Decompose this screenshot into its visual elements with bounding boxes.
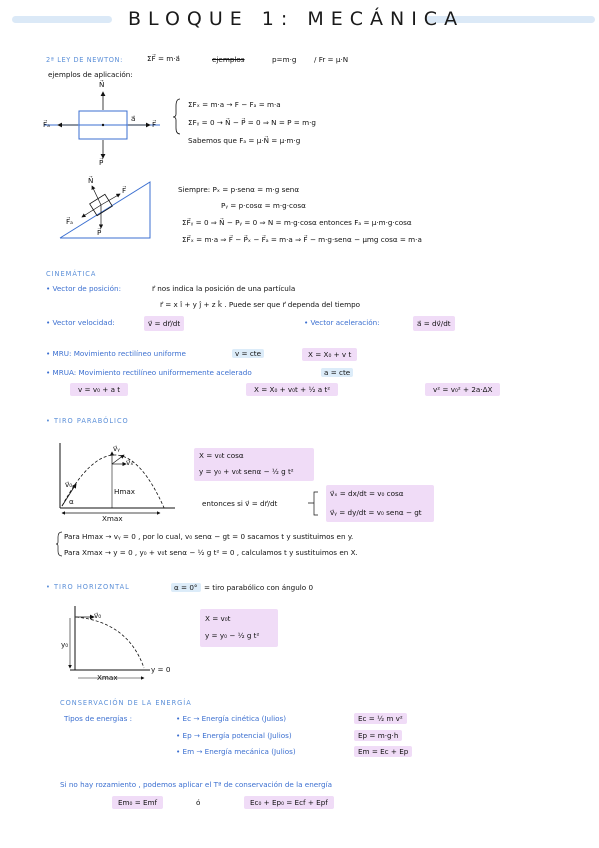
projectile-cond1: Para Hmax → vᵧ = 0 , por lo cual, v₀ senα − gt = 0 sacamos t y sustituimos en y. (64, 532, 354, 541)
incline-label-p: P⃗ (97, 228, 102, 237)
projectile-heading-text: TIRO PARABÓLICO (54, 417, 129, 425)
position-label-text: Vector de posición: (52, 284, 122, 293)
position-label: • Vector de posición: (46, 284, 122, 293)
kinematics-heading: CINEMÁTICA (46, 270, 97, 278)
position-text2: r⃗ = x î + y ĵ + z k̂ . Puede ser que r⃗ dependa del tiempo (160, 300, 361, 309)
conservation-text: Si no hay rozamiento , podemos aplicar el Tª de conservación de la energía (60, 780, 332, 789)
mrua-text: MRUA: Movimiento rectilíneo uniformemente acelerado (52, 368, 252, 377)
acceleration-label: • Vector aceleración: (304, 318, 380, 327)
incline-diagram (60, 182, 150, 238)
label-p: P⃗ (99, 158, 104, 167)
mru-text: MRU: Movimiento rectilíneo uniforme (52, 349, 186, 358)
mru-equation: X = X₀ + v t (302, 348, 357, 361)
horizontal-desc: = tiro parabólico con ángulo 0 (204, 583, 314, 592)
sabemos-line: Sabemos que Fₐ = μ·N⃗ = μ·m·g (188, 136, 301, 145)
proj-label-v0: v⃗₀ (65, 480, 73, 489)
energy-types-label: Tipos de energías : (64, 714, 133, 723)
horizontal-diagram (70, 606, 150, 678)
em-name: Energía mecánica (Julios) (204, 747, 296, 756)
em-symbol: Em (182, 747, 195, 756)
proj-label-xmax: Xmax (102, 514, 123, 523)
system1-line1: ΣFₓ = m·a → F − Fₐ = m·a (188, 100, 281, 109)
projectile-cond2: Para Xmax → y = 0 , y₀ + v₀t senα − ½ g t² = 0 , calculamos t y sustituimos en X. (64, 548, 358, 557)
page-title: BLOQUE 1: MECÁNICA (128, 8, 465, 30)
examples-label: ejemplos (212, 55, 245, 64)
velocity-label-text: Vector velocidad: (52, 318, 115, 327)
horizontal-heading-text: TIRO HORIZONTAL (54, 583, 130, 591)
energy-heading: CONSERVACIÓN DE LA ENERGÍA (60, 699, 192, 707)
velocity-formula: v⃗ = dr⃗/dt (144, 316, 184, 331)
projectile-vy: v⃗ᵧ = dy/dt = v₀ senα − gt (330, 508, 422, 517)
proj-label-alpha: α (69, 497, 74, 506)
ec-name: Energía cinética (Julios) (201, 714, 287, 723)
weight-formula: p=m·g (272, 55, 297, 64)
mrua-equation2: X = X₀ + v₀t + ½ a t² (246, 383, 338, 396)
mrua-equation1: v = v₀ + a t (70, 383, 128, 396)
ep-formula: Ep = m·g·h (354, 730, 402, 741)
horiz-label-yzero: y = 0 (151, 665, 171, 674)
mrua-equation3: v² = v₀² + 2a·ΔX (425, 383, 500, 396)
incline-line1: Siempre: Pₓ = p·senα = m·g senα (178, 185, 300, 194)
system1-line2: ΣFᵧ = 0 → N⃗ − P⃗ = 0 ⇒ N = P = m·g (188, 118, 316, 127)
incline-line4: ΣF⃗ₓ = m·a ⇒ F⃗ − P⃗ₓ − F⃗ₐ = m·a ⇒ F⃗ − m·g·senα − μmg cosα = m·a (182, 235, 422, 244)
energy-row-ec: • Ec → Energía cinética (Julios) (176, 714, 287, 723)
newton-heading: 2ª LEY DE NEWTON: (46, 56, 123, 64)
proj-label-vy: v⃗ᵧ (113, 444, 120, 453)
incline-line2: Pᵧ = p·cosα = m·g·cosα (221, 201, 306, 210)
incline-label-n: N⃗ (88, 176, 94, 185)
label-a: a⃗ (131, 114, 136, 123)
projectile-eq1: X = v₀t cosα (199, 451, 244, 460)
position-text1: r⃗ nos indica la posición de una partícula (152, 284, 296, 293)
energy-row-ep: • Ep → Energía potencial (Julios) (176, 731, 292, 740)
mrua-line: • MRUA: Movimiento rectilíneo uniformemente acelerado (46, 368, 252, 377)
label-n: N⃗ (99, 80, 105, 89)
application-label: ejemplos de aplicación: (48, 70, 133, 79)
horiz-label-xmax: Xmax (97, 673, 118, 682)
label-f: F⃗ (152, 120, 157, 129)
incline-line3: ΣF⃗ᵧ = 0 ⇒ N⃗ − Pᵧ = 0 ⇒ N = m·g·cosα entonces Fₐ = μ·m·g·cosα (182, 218, 412, 227)
horizontal-eq1: X = v₀t (205, 614, 231, 623)
label-fr: F⃗ₐ (43, 120, 50, 129)
horizontal-condition: α = 0° (171, 583, 201, 592)
projectile-heading: • TIRO PARABÓLICO (46, 417, 129, 425)
incline-label-f: F⃗ (122, 186, 127, 195)
conservation-emo: Em₀ = Emf (112, 796, 163, 809)
velocity-label: • Vector velocidad: (46, 318, 115, 327)
horizontal-eq2: y = y₀ − ½ g t² (205, 631, 260, 640)
energy-row-em: • Em → Energía mecánica (Julios) (176, 747, 296, 756)
newton-law: ΣF⃗ = m·a⃗ (147, 54, 180, 63)
ec-formula: Ec = ½ m v² (354, 713, 407, 724)
proj-label-vx: v⃗ₓ (126, 458, 134, 467)
friction-formula: / Fr = μ·N (314, 55, 349, 64)
ep-symbol: Ep (182, 731, 192, 740)
ec-symbol: Ec (182, 714, 192, 723)
acceleration-formula: a⃗ = dv⃗/dt (413, 316, 455, 331)
conservation-o: ó (196, 798, 201, 807)
horiz-label-y0: y₀ (61, 640, 69, 649)
em-formula: Em = Ec + Ep (354, 746, 412, 757)
proj-label-hmax: Hmax (114, 487, 136, 496)
projectile-entonces: entonces si v⃗ = dr⃗/dt (202, 499, 278, 508)
mru-condition: v = cte (232, 349, 264, 358)
mrua-condition: a = cte (321, 368, 353, 377)
incline-label-fr: F⃗ₐ (66, 217, 73, 226)
mru-line: • MRU: Movimiento rectilíneo uniforme (46, 349, 186, 358)
horiz-label-v0: v⃗₀ (94, 611, 102, 620)
projectile-eq2: y = y₀ + v₀t senα − ½ g t² (199, 467, 294, 476)
block-flat-diagram (44, 92, 160, 158)
projectile-vx: v⃗ₓ = dx/dt = v₀ cosα (330, 489, 404, 498)
ep-name: Energía potencial (Julios) (202, 731, 292, 740)
conservation-full: Ec₀ + Ep₀ = Ecf + Epf (244, 796, 334, 809)
projectile-diagram (60, 443, 175, 513)
acceleration-label-text: Vector aceleración: (310, 318, 380, 327)
horizontal-heading: • TIRO HORIZONTAL (46, 583, 130, 591)
